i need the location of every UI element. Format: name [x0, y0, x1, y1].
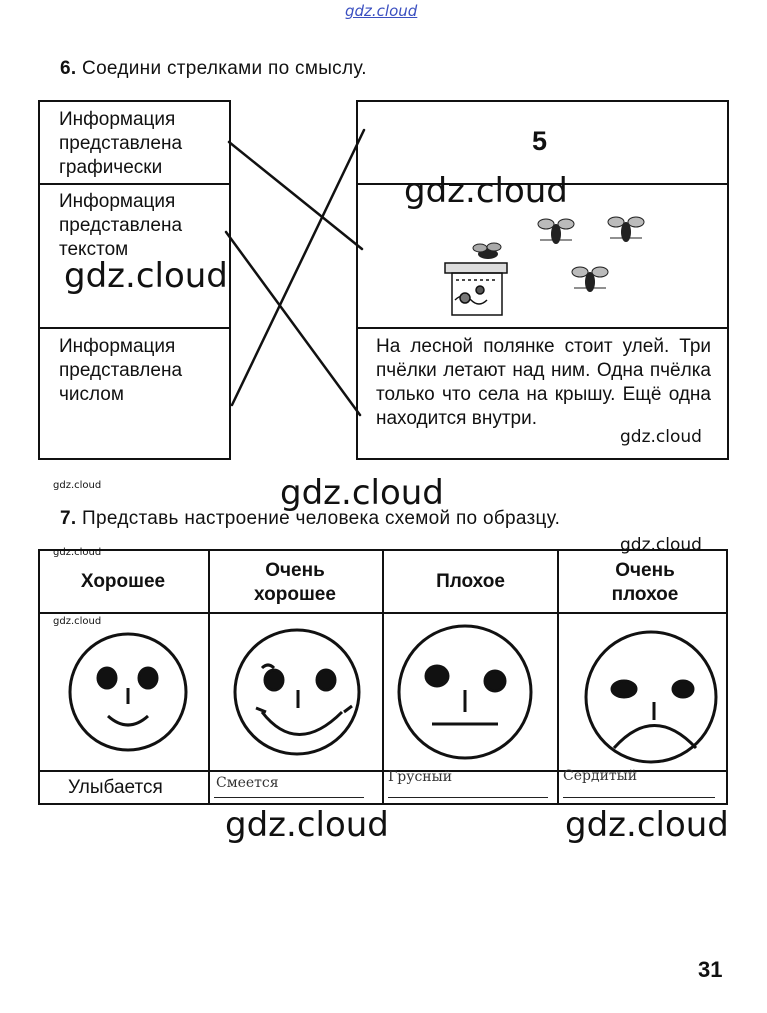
watermark: gdz.cloud [620, 427, 702, 447]
face-good [70, 634, 186, 750]
watermark: gdz.cloud [225, 805, 389, 845]
face-very-good [235, 630, 359, 754]
task7-number: 7. [60, 508, 77, 529]
caption-line-very-good [214, 797, 364, 798]
face-bad [399, 626, 531, 758]
watermark: gdz.cloud [620, 535, 702, 555]
watermark: gdz.cloud [53, 547, 102, 558]
caption-line-very-bad [563, 797, 715, 798]
task6-instruction: Соедини стрелками по смыслу. [82, 58, 367, 79]
task6-left-number[interactable]: Информация представлена числом [59, 336, 183, 405]
caption-very-bad[interactable]: Сердитый [563, 768, 638, 784]
watermark: gdz.cloud [404, 171, 568, 211]
header-very-bad: Очень плохое [611, 560, 679, 605]
watermark: gdz.cloud [53, 480, 102, 491]
task6-left-graphic[interactable]: Информация представлена графически [59, 109, 183, 178]
page-number: 31 [698, 957, 723, 982]
watermark: gdz.cloud [565, 805, 729, 845]
watermark: gdz.cloud [280, 473, 444, 513]
face-very-bad [586, 632, 716, 762]
header-bad: Плохое [436, 571, 505, 592]
task6-right-number[interactable]: 5 [532, 126, 548, 156]
caption-bad[interactable]: Грусный [388, 769, 453, 785]
task6-left-text[interactable]: Информация представлена текстом [59, 191, 183, 260]
caption-line-bad [388, 797, 548, 798]
caption-very-good[interactable]: Смеется [216, 775, 279, 791]
caption-good: Улыбается [68, 777, 163, 798]
task6-number: 6. [60, 58, 77, 79]
header-very-good: Очень хорошее [254, 560, 336, 605]
watermark-top[interactable]: gdz.cloud [345, 2, 418, 20]
task6-right-text[interactable]: На лесной полянке стоит улей. Три пчёлки летают над ним. Одна пчёлка только что села на крышу. Ещё одна находится внутри. [376, 336, 711, 429]
task7-instruction: Представь настроение человека схемой по образцу. [82, 508, 561, 529]
header-good: Хорошее [80, 571, 166, 592]
watermark: gdz.cloud [64, 256, 228, 296]
watermark: gdz.cloud [53, 616, 102, 627]
